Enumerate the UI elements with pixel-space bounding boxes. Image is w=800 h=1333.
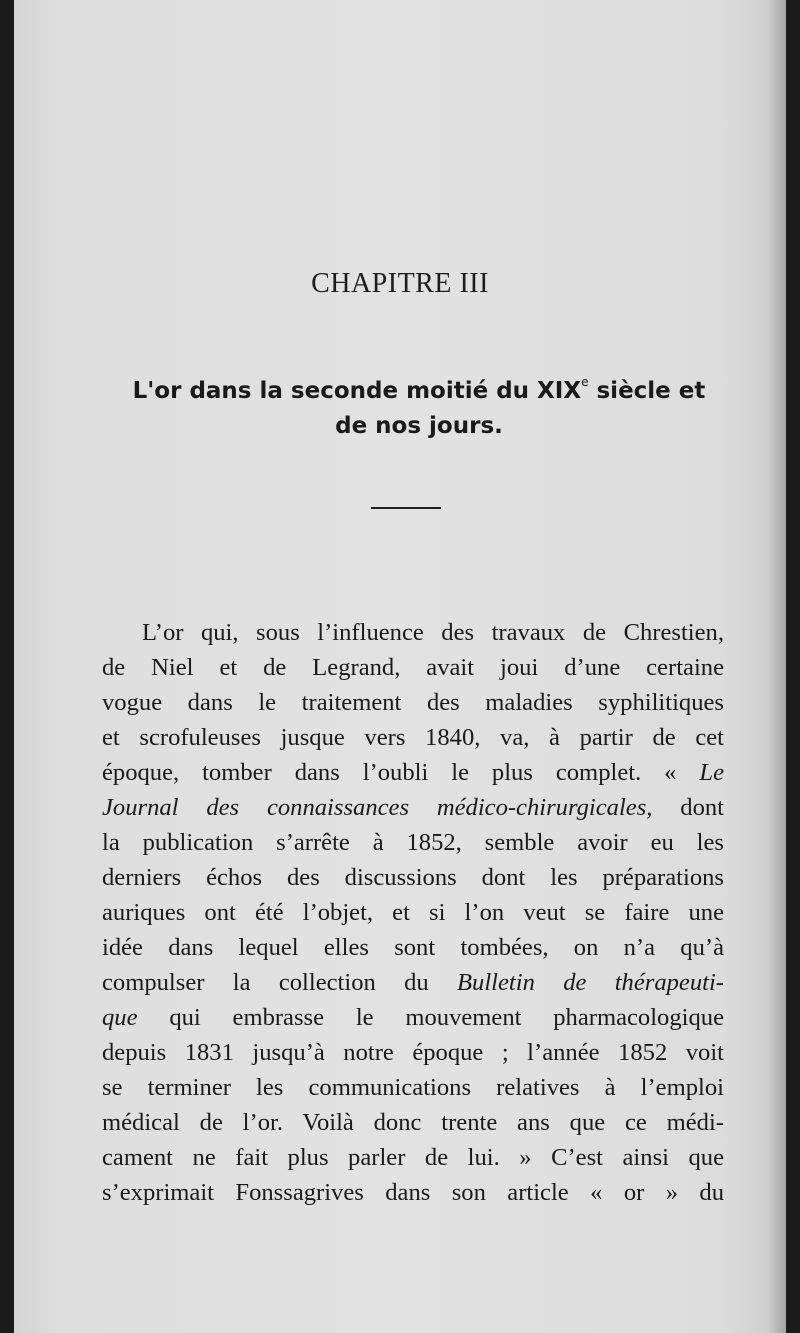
- text-line: idée dans lequel elles sont tombées, on n’a qu’à: [102, 934, 724, 961]
- text-line: auriques ont été l’objet, et si l’on veut se faire une: [102, 899, 724, 926]
- text-line: [102, 965, 724, 1000]
- text-line: se terminer les communications relatives à l’emploi: [102, 1074, 724, 1101]
- text-line: s’exprimait Fonssagrives dans son article « or » du: [102, 1179, 724, 1206]
- text-line: la publication s’arrête à 1852, semble avoir eu les: [102, 829, 724, 856]
- text-line: de Niel et de Legrand, avait joui d’une certaine: [102, 654, 724, 681]
- chapter-heading: [104, 365, 734, 444]
- heading-line1-end: siècle et: [588, 378, 706, 404]
- italic-segment: que: [102, 1004, 138, 1031]
- text-segment: époque, tomber dans l’oubli le plus complet. «: [102, 759, 677, 786]
- text-segment: compulser la collection du: [102, 969, 429, 996]
- text-line: depuis 1831 jusqu’à notre époque ; l’année 1852 voit: [102, 1039, 724, 1066]
- heading-superscript: e: [581, 375, 589, 389]
- chapter-label: CHAPITRE III: [311, 268, 489, 299]
- body-text: [102, 615, 724, 1210]
- text-line: médical de l’or. Voilà donc trente ans que ce médi-: [102, 1109, 724, 1136]
- text-line: [102, 755, 724, 790]
- journal-title: Journal des connaissances médico-chirurgicales,: [102, 794, 653, 821]
- text-line: [102, 790, 724, 825]
- heading-line2: de nos jours.: [335, 413, 503, 439]
- text-segment: dont: [652, 794, 724, 821]
- heading-line1: L'or dans la seconde moitié du XIX: [132, 378, 582, 404]
- text-line: derniers échos des discussions dont les préparations: [102, 864, 724, 891]
- text-line: L’or qui, sous l’influence des travaux de Chrestien,: [142, 619, 724, 646]
- section-divider: [371, 507, 441, 509]
- italic-segment: Le: [699, 759, 724, 786]
- text-segment: qui embrasse le mouvement pharmacologique: [169, 1004, 724, 1031]
- bulletin-title: Bulletin de thérapeuti-: [457, 969, 724, 996]
- page-edge-shadow: [768, 0, 786, 1333]
- text-line: et scrofuleuses jusque vers 1840, va, à partir de cet: [102, 724, 724, 751]
- book-page: [14, 0, 786, 1333]
- text-line: [102, 1000, 724, 1035]
- text-line: vogue dans le traitement des maladies syphilitiques: [102, 689, 724, 716]
- text-line: cament ne fait plus parler de lui. » C’est ainsi que: [102, 1144, 724, 1171]
